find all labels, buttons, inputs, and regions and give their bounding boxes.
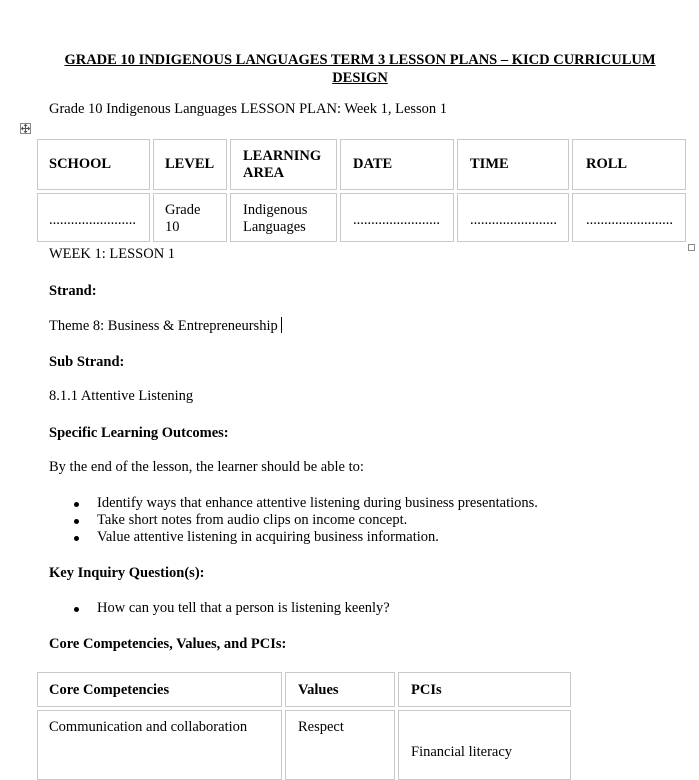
list-item: Value attentive listening in acquiring business information. — [49, 529, 538, 546]
info-header-time-label: TIME — [470, 156, 509, 172]
info-cell-level-line2: 10 — [165, 219, 180, 235]
competencies-header-core[interactable] — [37, 672, 282, 707]
inquiry-label: Key Inquiry Question(s): — [49, 565, 205, 581]
list-item: How can you tell that a person is listening keenly? — [49, 600, 390, 617]
info-cell-roll-value: ........................ — [586, 212, 673, 228]
info-header-area-line2: AREA — [243, 165, 285, 181]
info-cell-time-value: ........................ — [470, 212, 557, 228]
info-header-time[interactable] — [457, 139, 569, 190]
info-header-school[interactable] — [37, 139, 150, 190]
sub-strand-value: 8.1.1 Attentive Listening — [49, 388, 194, 404]
inquiry-list — [49, 600, 390, 617]
competencies-cell-pcis-value: Financial literacy — [411, 744, 513, 760]
info-cell-date[interactable] — [340, 193, 454, 242]
info-header-school-label: SCHOOL — [49, 156, 112, 172]
info-cell-level-value — [165, 202, 200, 236]
competencies-label: Core Competencies, Values, and PCIs: — [49, 636, 287, 652]
outcomes-list — [49, 495, 538, 546]
info-cell-time[interactable] — [457, 193, 569, 242]
info-cell-area[interactable] — [230, 193, 337, 242]
info-header-date-label: DATE — [353, 156, 393, 172]
competencies-header-pcis-label: PCIs — [411, 682, 442, 698]
text-cursor — [281, 317, 282, 333]
info-header-area-line1: LEARNING — [243, 148, 322, 164]
document-title-line1: GRADE 10 INDIGENOUS LANGUAGES TERM 3 LESSON PLANS – KICD CURRICULUM — [64, 52, 656, 68]
competencies-header-values-label: Values — [298, 682, 339, 698]
info-header-roll-label: ROLL — [586, 156, 628, 172]
document-title — [50, 51, 670, 87]
info-cell-school-value: ........................ — [49, 212, 136, 228]
list-item: Take short notes from audio clips on income concept. — [49, 512, 538, 529]
sub-strand-label: Sub Strand: — [49, 354, 125, 370]
table-resize-handle-icon[interactable] — [688, 244, 695, 251]
competencies-header-pcis[interactable] — [398, 672, 571, 707]
competencies-cell-core-value: Communication and collaboration — [49, 719, 248, 735]
competencies-cell-values-value: Respect — [298, 719, 344, 735]
competencies-cell-core[interactable] — [37, 710, 282, 780]
info-cell-area-line2: Languages — [243, 219, 306, 235]
list-item: Identify ways that enhance attentive listening during business presentations. — [49, 495, 538, 512]
info-header-date[interactable] — [340, 139, 454, 190]
info-header-area-label — [243, 148, 321, 182]
strand-label: Strand: — [49, 283, 97, 299]
competencies-header-values[interactable] — [285, 672, 395, 707]
info-cell-area-line1: Indigenous — [243, 202, 308, 218]
info-cell-level[interactable] — [153, 193, 227, 242]
competencies-cell-values[interactable] — [285, 710, 395, 780]
strand-value-text: Theme 8: Business & Entrepreneurship — [49, 318, 278, 334]
strand-value[interactable] — [49, 317, 282, 335]
info-cell-roll[interactable] — [572, 193, 686, 242]
info-cell-school[interactable] — [37, 193, 150, 242]
info-cell-level-line1: Grade — [165, 202, 201, 218]
competencies-cell-pcis[interactable] — [398, 710, 571, 780]
competencies-header-core-label: Core Competencies — [49, 682, 170, 698]
info-header-roll[interactable] — [572, 139, 686, 190]
table-move-handle-icon[interactable] — [20, 123, 31, 134]
outcomes-label: Specific Learning Outcomes: — [49, 425, 229, 441]
info-cell-date-value: ........................ — [353, 212, 440, 228]
document-title-line2: DESIGN — [332, 70, 388, 86]
outcomes-intro: By the end of the lesson, the learner should be able to: — [49, 459, 364, 475]
info-header-area[interactable] — [230, 139, 337, 190]
lesson-plan-subtitle: Grade 10 Indigenous Languages LESSON PLAN: Week 1, Lesson 1 — [49, 101, 448, 117]
week-lesson-heading: WEEK 1: LESSON 1 — [49, 246, 176, 262]
info-header-level[interactable] — [153, 139, 227, 190]
info-header-level-label: LEVEL — [165, 156, 215, 172]
info-cell-area-value — [243, 202, 307, 236]
